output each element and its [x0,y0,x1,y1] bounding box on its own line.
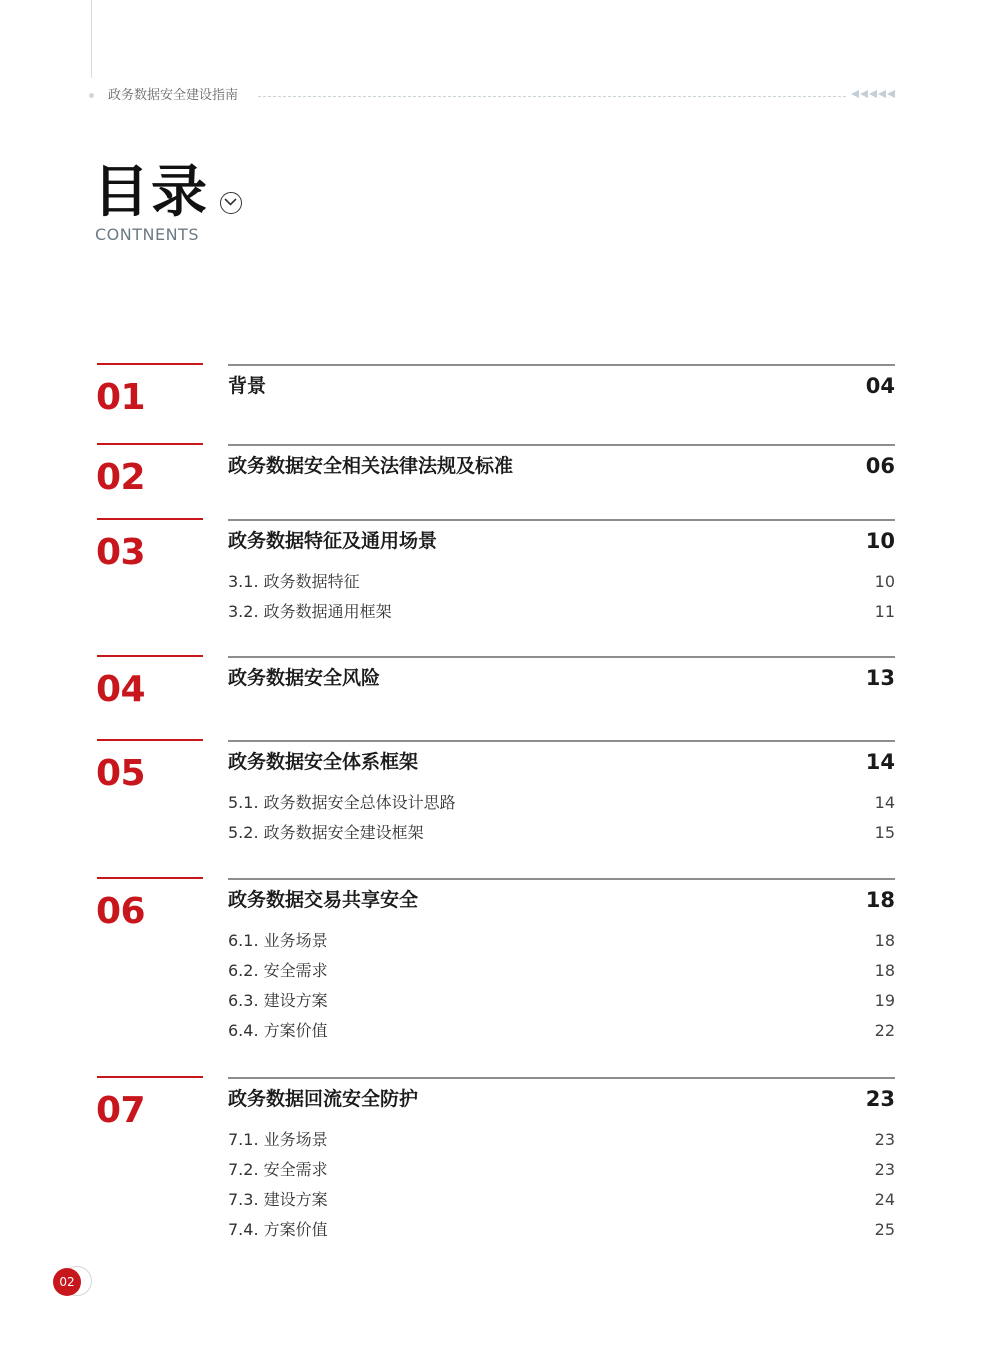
chevron-down-icon [220,192,242,214]
section-page: 18 [865,888,895,912]
subitem-page: 18 [874,931,895,950]
subitem-page: 19 [874,991,895,1010]
subitem-title[interactable]: 3.2. 政务数据通用框架 [228,602,392,621]
section-gray-rule [228,364,895,366]
section-number: 04 [96,669,146,710]
subitem-title[interactable]: 6.3. 建设方案 [228,991,328,1010]
section-page: 14 [865,750,895,774]
section-title[interactable]: 政务数据交易共享安全 [228,889,419,911]
section-title[interactable]: 政务数据回流安全防护 [228,1088,419,1110]
toc-subitem[interactable] [0,1220,992,1250]
toc-subitem[interactable] [0,823,992,853]
section-title[interactable]: 政务数据安全风险 [228,667,381,689]
section-gray-rule [228,656,895,658]
subitem-title[interactable]: 5.1. 政务数据安全总体设计思路 [228,793,456,812]
section-number: 01 [96,377,146,418]
subitem-title[interactable]: 5.2. 政务数据安全建设框架 [228,823,424,842]
subitem-title[interactable]: 6.1. 业务场景 [228,931,328,950]
section-number: 03 [96,532,146,573]
section-title[interactable]: 政务数据安全体系框架 [228,751,419,773]
toc-subitem[interactable] [0,991,992,1021]
section-gray-rule [228,878,895,880]
toc-subitem[interactable] [0,931,992,961]
subitem-title[interactable]: 7.2. 安全需求 [228,1160,328,1179]
section-page: 23 [865,1087,895,1111]
header-vertical-line [91,0,92,78]
subitem-page: 23 [874,1160,895,1179]
section-red-rule [97,443,203,445]
toc-subitem[interactable] [0,793,992,823]
subitem-page: 25 [874,1220,895,1239]
subitem-title[interactable]: 6.4. 方案价值 [228,1021,328,1040]
section-red-rule [97,877,203,879]
section-page: 10 [865,529,895,553]
toc-subitem[interactable] [0,1130,992,1160]
subitem-title[interactable]: 7.1. 业务场景 [228,1130,328,1149]
section-number: 06 [96,891,146,932]
section-gray-rule [228,740,895,742]
subitem-page: 18 [874,961,895,980]
section-red-rule [97,655,203,657]
header-arrows-icon [851,90,895,98]
subitem-title[interactable]: 7.3. 建设方案 [228,1190,328,1209]
section-number: 05 [96,753,146,794]
section-title[interactable]: 政务数据特征及通用场景 [228,530,438,552]
section-red-rule [97,518,203,520]
section-title[interactable]: 政务数据安全相关法律法规及标准 [228,455,514,477]
subitem-title[interactable]: 3.1. 政务数据特征 [228,572,360,591]
section-gray-rule [228,444,895,446]
toc-subitem[interactable] [0,572,992,602]
toc-subitem[interactable] [0,1160,992,1190]
toc-subitem[interactable] [0,961,992,991]
page-title: 目录 [93,160,209,225]
section-page: 04 [865,374,895,398]
section-red-rule [97,1076,203,1078]
section-page: 06 [865,454,895,478]
subitem-page: 15 [874,823,895,842]
subitem-page: 24 [874,1190,895,1209]
subitem-page: 11 [874,602,895,621]
subitem-page: 22 [874,1021,895,1040]
toc-subitem[interactable] [0,1021,992,1051]
page-subtitle: CONTNENTS [95,225,199,244]
toc-subitem[interactable] [0,1190,992,1220]
header-dot [89,93,94,98]
subitem-title[interactable]: 6.2. 安全需求 [228,961,328,980]
section-gray-rule [228,519,895,521]
section-red-rule [97,739,203,741]
section-page: 13 [865,666,895,690]
subitem-page: 23 [874,1130,895,1149]
page-number-badge: 02 [53,1268,81,1296]
section-title[interactable]: 背景 [228,375,267,397]
subitem-page: 14 [874,793,895,812]
section-number: 07 [96,1090,146,1131]
section-red-rule [97,363,203,365]
section-number: 02 [96,457,146,498]
header-doc-title: 政务数据安全建设指南 [108,88,239,103]
subitem-page: 10 [874,572,895,591]
toc-subitem[interactable] [0,602,992,632]
subitem-title[interactable]: 7.4. 方案价值 [228,1220,328,1239]
header-dashed-line [258,96,846,97]
section-gray-rule [228,1077,895,1079]
